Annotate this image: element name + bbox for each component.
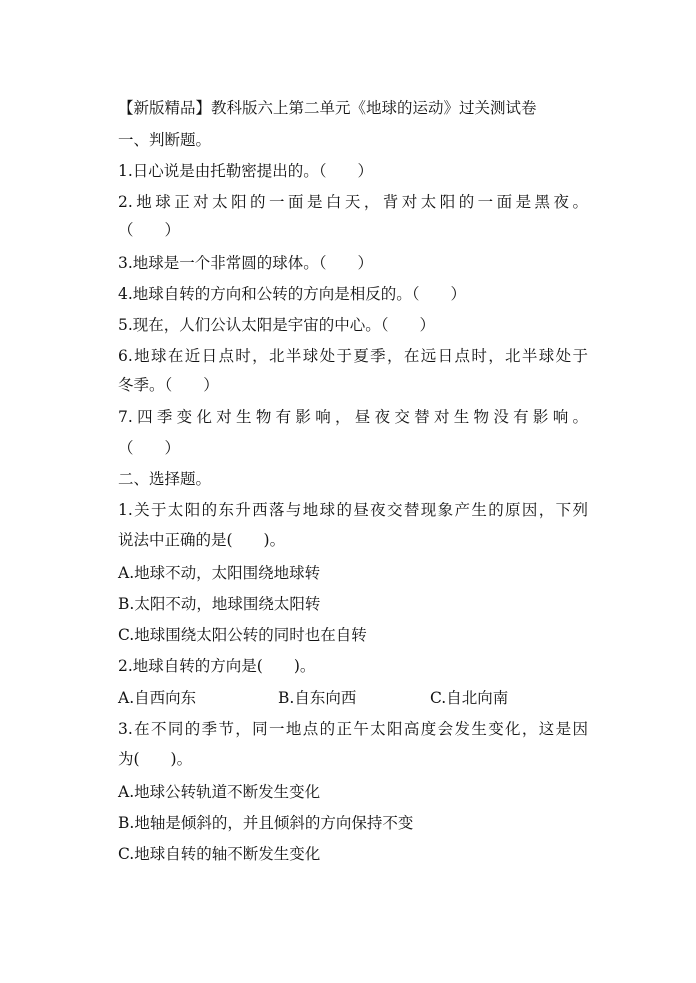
judgement-item-2: 2.地球正对太阳的一面是白天，背对太阳的一面是黑夜。 <box>118 193 588 211</box>
section-heading-choice: 二、选择题。 <box>118 470 212 488</box>
choice-q1-option-b: B.太阳不动，地球围绕太阳转 <box>118 595 321 613</box>
judgement-item-7: 7.四季变化对生物有影响，昼夜交替对生物没有影响。 <box>118 408 588 426</box>
choice-q3-cont: 为( )。 <box>118 750 193 768</box>
document-title: 【新版精品】教科版六上第二单元《地球的运动》过关测试卷 <box>118 99 537 117</box>
choice-q2: 2.地球自转的方向是( )。 <box>118 657 316 675</box>
choice-q1: 1.关于太阳的东升西落与地球的昼夜交替现象产生的原因，下列 <box>118 501 588 519</box>
choice-q3-option-a: A.地球公转轨道不断发生变化 <box>118 783 321 801</box>
choice-q3-option-b: B.地轴是倾斜的，并且倾斜的方向保持不变 <box>118 814 414 832</box>
judgement-item-6-cont: 冬季。（ ） <box>118 376 219 394</box>
section-heading-judgement: 一、判断题。 <box>118 131 212 149</box>
judgement-item-7-blank: （ ） <box>118 439 181 457</box>
judgement-item-1: 1.日心说是由托勒密提出的。（ ） <box>118 162 374 180</box>
judgement-item-3: 3.地球是一个非常圆的球体。（ ） <box>118 254 374 272</box>
choice-q2-option-b: B.自东向西 <box>278 689 357 707</box>
choice-q3: 3.在不同的季节，同一地点的正午太阳高度会发生变化，这是因 <box>118 720 588 738</box>
judgement-item-6: 6.地球在近日点时，北半球处于夏季，在远日点时，北半球处于 <box>118 347 588 365</box>
judgement-item-4: 4.地球自转的方向和公转的方向是相反的。（ ） <box>118 285 467 303</box>
choice-q3-option-c: C.地球自转的轴不断发生变化 <box>118 845 321 863</box>
choice-q1-option-c: C.地球围绕太阳公转的同时也在自转 <box>118 626 367 644</box>
judgement-item-5: 5.现在，人们公认太阳是宇宙的中心。（ ） <box>118 316 436 334</box>
choice-q2-option-a: A.自西向东 <box>118 689 197 707</box>
choice-q2-option-c: C.自北向南 <box>430 689 509 707</box>
choice-q1-cont: 说法中正确的是( )。 <box>118 531 286 549</box>
choice-q1-option-a: A.地球不动，太阳围绕地球转 <box>118 564 321 582</box>
judgement-item-2-blank: （ ） <box>118 221 181 239</box>
